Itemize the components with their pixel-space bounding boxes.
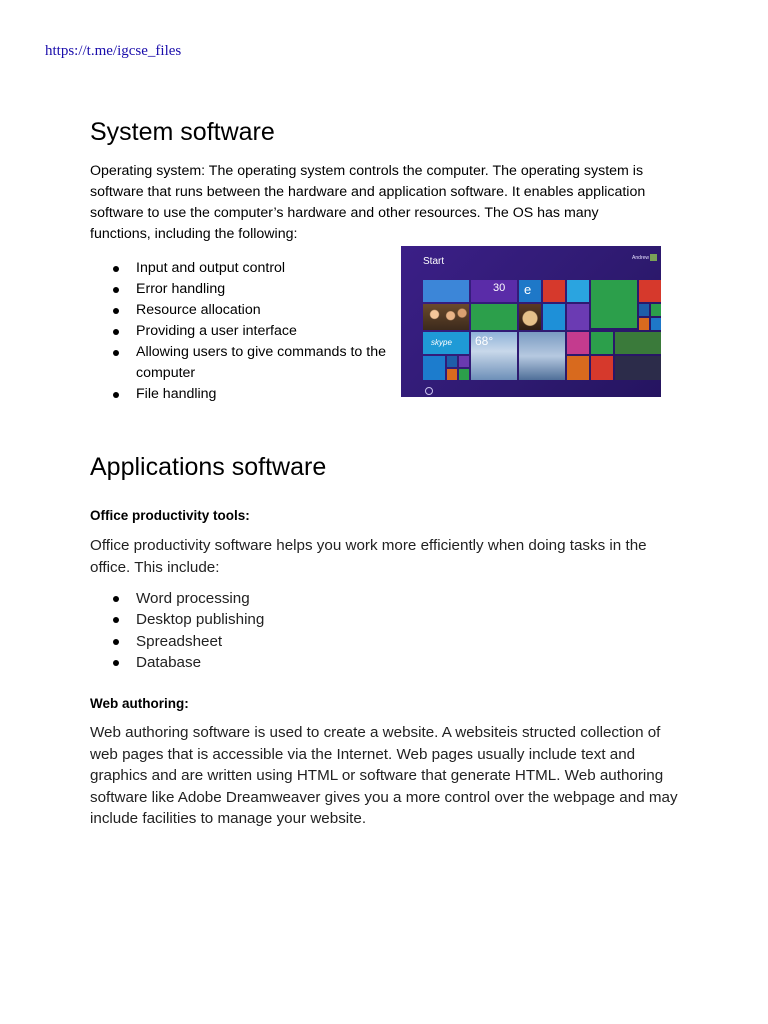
list-item: Error handling [90,279,390,300]
calendar-tile [471,280,517,302]
small-tile [651,304,661,316]
xbox-tile [591,280,637,328]
web-authoring-paragraph: Web authoring software is used to create a website. A websiteis structed collection of web pages that is accessible via the Internet. Web pages usually include text and graphics and are written using HTML or software that generate HTML. Web authoring software like Adobe Dreamweaver gives you a more control over the webpage and may include facilities to manage your website. [90,724,678,827]
small-tile [459,356,469,367]
twitter-tile [567,280,589,302]
system-software-heading: System software [90,118,275,146]
web-authoring-heading: Web authoring: [90,696,189,711]
list-item: Allowing users to give commands to the computer [90,342,390,384]
travel-tile [519,332,565,380]
list-item: Resource allocation [90,300,390,321]
windows-start-screen-image [401,246,661,397]
onedrive-tile [543,304,565,330]
sports-tile [615,356,661,380]
skype-label: skype [431,338,452,347]
list-item: File handling [90,384,390,405]
small-tile [447,356,457,367]
small-tile [651,318,661,330]
store-tile [543,280,565,302]
os-intro-paragraph: Operating system: The operating system controls the computer. The operating system is software that runs between the hardware and application software. It enables application software to use the computer’s hardware and other resources. The OS has many functions, including the following: [90,163,646,242]
ie-tile [519,280,541,302]
small-tile [459,369,469,380]
small-tile [639,318,649,330]
small-tile [447,369,457,380]
weather-temp: 68° [475,334,494,348]
settings-icon [425,387,433,395]
desktop-tile [423,356,445,380]
office-tools-heading: Office productivity tools: [90,508,250,523]
food-tile [519,304,541,330]
list-item: Providing a user interface [90,321,390,342]
start-screen-user: Andrew [632,255,649,261]
news-tile [567,356,589,380]
list-item: Spreadsheet [90,631,390,652]
office-paragraph: Office productivity software helps you work more efficiently when doing tasks in the office. This include: [90,537,647,576]
calendar-number: 30 [493,282,506,294]
office-tools-list [90,588,390,673]
finance-tile [471,304,517,330]
list-item: Input and output control [90,258,390,279]
small-tile [639,304,649,316]
maps-tile [591,356,613,380]
music-tile [567,304,589,330]
list-item: Word processing [90,588,390,609]
health-tile [591,332,613,354]
games-tile [567,332,589,354]
user-avatar [650,254,657,261]
applications-software-heading: Applications software [90,453,327,481]
list-item: Desktop publishing [90,609,390,630]
start-screen-title: Start [423,256,445,267]
weather-tile [471,332,517,380]
list-item: Database [90,652,390,673]
alarm-tile [639,280,661,302]
header-link[interactable]: https://t.me/igcse_files [45,43,182,59]
skype-tile [423,332,469,354]
mail-tile [423,280,469,302]
travel-app-tile [615,332,661,354]
ie-icon: e [524,282,532,297]
os-functions-list [90,258,390,405]
people-tile [423,304,469,330]
